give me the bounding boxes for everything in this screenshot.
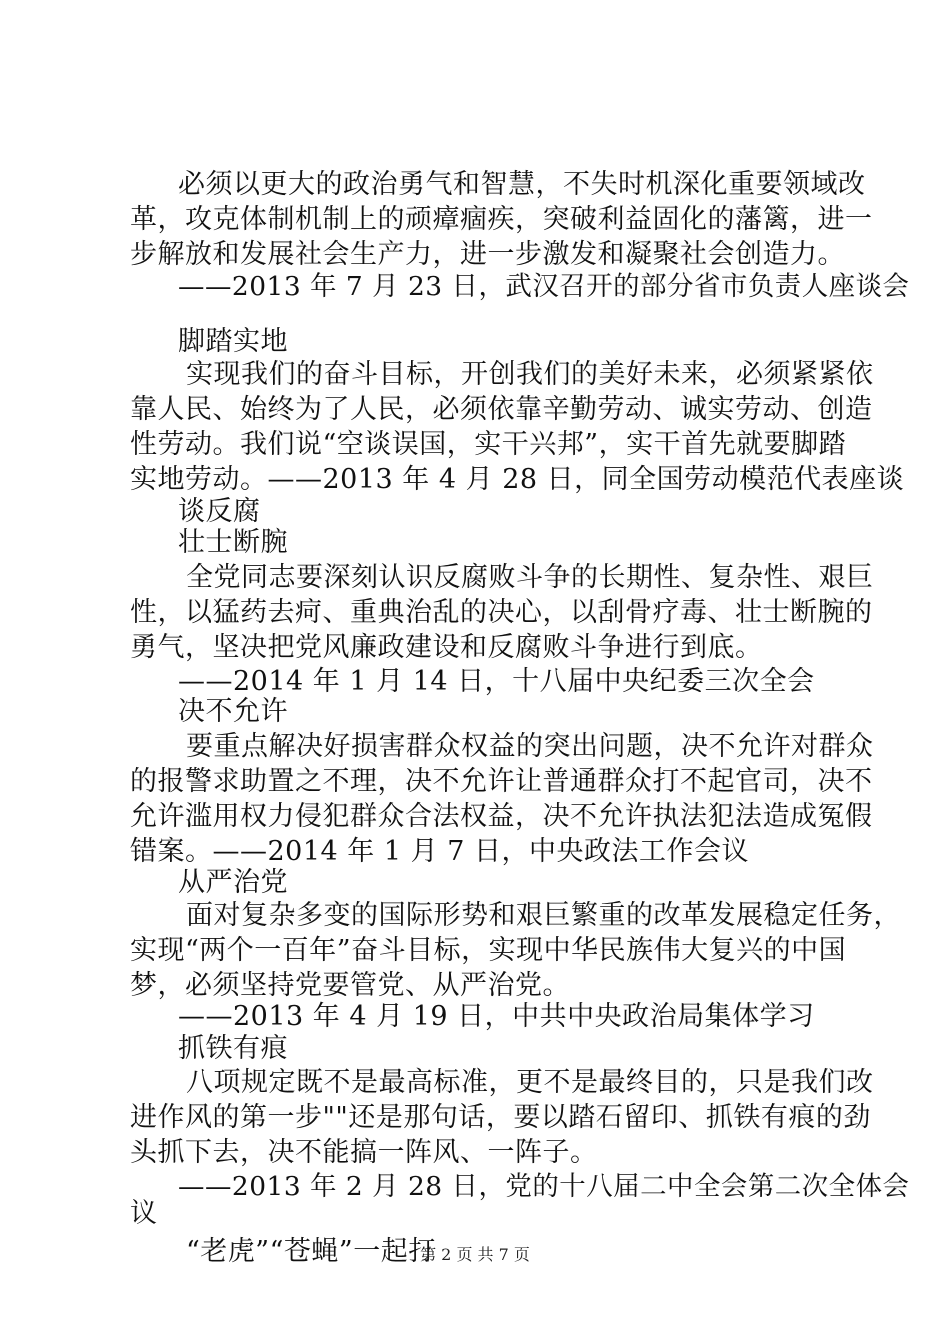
text-line: 步解放和发展社会生产力，进一步激发和凝聚社会创造力。 <box>130 239 845 270</box>
text-line: 勇气，坚决把党风廉政建设和反腐败斗争进行到底。 <box>130 632 763 663</box>
text-line: 必须以更大的政治勇气和智慧，不失时机深化重要领域改 <box>178 169 866 200</box>
page-footer: 第 2 页 共 7 页 <box>420 1245 530 1264</box>
text-line: 谈反腐 <box>178 496 261 527</box>
text-line: 脚踏实地 <box>178 326 288 357</box>
text-line: 革，攻克体制机制上的顽瘴痼疾，突破利益固化的藩篱，进一 <box>130 204 873 235</box>
text-line: 实地劳动。——2013 年 4 月 28 日，同全国劳动模范代表座谈 <box>130 464 905 495</box>
text-line: 八项规定既不是最高标准，更不是最终目的，只是我们改 <box>186 1067 874 1098</box>
text-line: 要重点解决好损害群众权益的突出问题，决不允许对群众 <box>186 731 874 762</box>
text-line: ——2013 年 2 月 28 日，党的十八届二中全会第二次全体会 <box>178 1171 910 1202</box>
text-line: 性劳动。我们说“空谈误国，实干兴邦”，实干首先就要脚踏 <box>130 429 847 460</box>
text-line: ——2014 年 1 月 14 日，十八届中央纪委三次全会 <box>178 666 815 697</box>
text-line: 性，以猛药去疴、重典治乱的决心，以刮骨疗毒、壮士断腕的 <box>130 597 873 628</box>
text-line: 从严治党 <box>178 867 288 898</box>
text-line: 实现我们的奋斗目标，开创我们的美好未来，必须紧紧依 <box>186 359 874 390</box>
text-line: 壮士断腕 <box>178 527 288 558</box>
text-line: ——2013 年 7 月 23 日，武汉召开的部分省市负责人座谈会 <box>178 271 910 302</box>
text-line: 允许滥用权力侵犯群众合法权益，决不允许执法犯法造成冤假 <box>130 801 873 832</box>
text-line: ——2013 年 4 月 19 日，中共中央政治局集体学习 <box>178 1001 815 1032</box>
text-line: 进作风的第一步""还是那句话，要以踏石留印、抓铁有痕的劲 <box>130 1102 871 1133</box>
text-line: 决不允许 <box>178 696 288 727</box>
text-line: 面对复杂多变的国际形势和艰巨繁重的改革发展稳定任务， <box>186 900 901 931</box>
text-line: 靠人民、始终为了人民，必须依靠辛勤劳动、诚实劳动、创造 <box>130 394 873 425</box>
text-line: 错案。——2014 年 1 月 7 日，中央政法工作会议 <box>130 836 749 867</box>
text-line: 全党同志要深刻认识反腐败斗争的长期性、复杂性、艰巨 <box>186 562 874 593</box>
text-line: 议 <box>130 1198 158 1229</box>
text-line: 头抓下去，决不能搞一阵风、一阵子。 <box>130 1137 598 1168</box>
text-line: 梦，必须坚持党要管党、从严治党。 <box>130 970 570 1001</box>
text-line: 的报警求助置之不理，决不允许让普通群众打不起官司，决不 <box>130 766 873 797</box>
text-line: “老虎”“苍蝇”一起打 <box>186 1236 436 1267</box>
text-line: 实现“两个一百年”奋斗目标，实现中华民族伟大复兴的中国 <box>130 935 847 966</box>
text-line: 抓铁有痕 <box>178 1033 288 1064</box>
